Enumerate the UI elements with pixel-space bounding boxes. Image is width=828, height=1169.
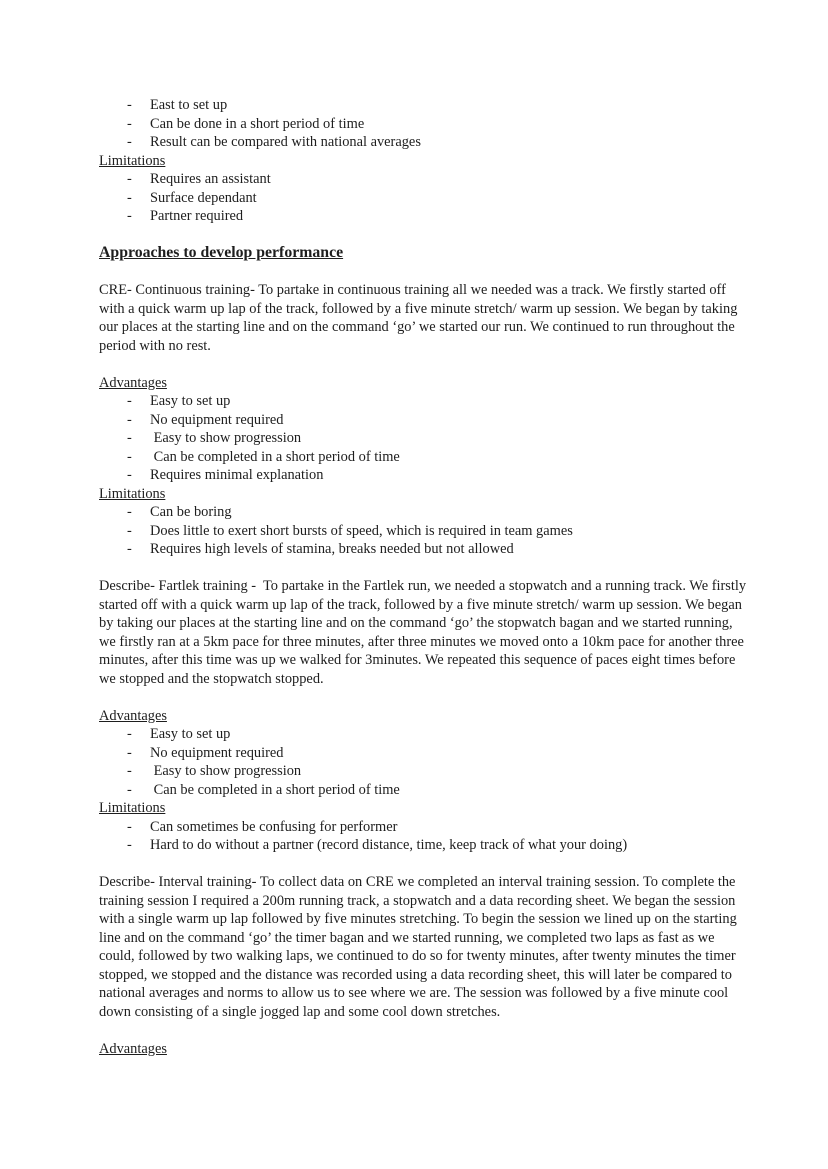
list-item bbox=[99, 762, 751, 781]
list-item-text: Can be completed in a short period of time bbox=[150, 448, 400, 465]
bullet-marker: - bbox=[127, 171, 132, 187]
list-item bbox=[99, 115, 751, 134]
list-item bbox=[99, 189, 751, 208]
continuous-training-paragraph: CRE- Continuous training- To partake in continuous training all we needed was a track. We firstly started off with a quick warm up lap of the track, followed by a five minute stretch/ warm up session. We began by taking our places at the starting line and on the command ‘go’ we started our run. We continued to run throughout the period with no rest. bbox=[99, 282, 742, 354]
list-item-text: Surface dependant bbox=[150, 189, 257, 206]
list-item-text: No equipment required bbox=[150, 744, 284, 761]
bullet-marker: - bbox=[127, 781, 132, 798]
list-item bbox=[99, 466, 751, 485]
list-item bbox=[99, 744, 751, 763]
interval-training-paragraph: Describe- Interval training- To collect data on CRE we completed an interval training session. To complete the training session I required a 200m running track, a stopwatch and a data recording sheet. We began the session with a single warm up lap followed by five minutes stretching. To begin the session we lined up on the starting line and on the command ‘go’ the timer bagan and we started running, we completed two laps as fast as we could, followed by two walking laps, we continued to do so for twenty minutes, after twenty minutes the timer stopped, we stopped and the distance was recorded using a data recording sheet, this will later be compared to national averages and norms to allow us to see where we are. The session was followed by a five minute cool down consisting of a single jogged lap and some cool down stretches. bbox=[99, 874, 741, 1020]
list-item bbox=[99, 96, 751, 115]
bullet-marker: - bbox=[127, 115, 132, 132]
fartlek-training-paragraph: Describe- Fartlek training - To partake in the Fartlek run, we needed a stopwatch and a running track. We firstly started off with a quick warm up lap of the track, followed by a five minute stretch/ warm up session. We began by taking our places at the starting line and on the command ‘go’ the stopwatch bagan and we started running, we firstly ran at a 5km pace for three minutes, after three minutes we moved onto a 10km pace for another three minutes, after this time was up we walked for 3minutes. We repeated this sequence of paces eight times before we stopped and the stopwatch stopped. bbox=[99, 578, 750, 687]
limitations-label: Limitations bbox=[99, 800, 166, 816]
list-item bbox=[99, 411, 751, 430]
document-page bbox=[99, 96, 751, 1058]
list-item-text: Does little to exert short bursts of speed, which is required in team games bbox=[150, 522, 573, 539]
list-item-text: Easy to show progression bbox=[150, 430, 302, 446]
list-item bbox=[99, 392, 751, 411]
list-item-text: Easy to set up bbox=[150, 726, 231, 742]
bullet-marker: - bbox=[127, 522, 132, 539]
bullet-marker: - bbox=[127, 189, 132, 206]
bullet-marker: - bbox=[127, 430, 132, 446]
list-item-text: East to set up bbox=[150, 97, 228, 113]
list-item-text: Requires minimal explanation bbox=[150, 467, 324, 483]
list-item-text: Easy to set up bbox=[150, 393, 231, 409]
list-item bbox=[99, 540, 751, 559]
section-heading: Approaches to develop performance bbox=[99, 244, 344, 261]
limitations-label: Limitations bbox=[99, 485, 166, 502]
bullet-marker: - bbox=[127, 763, 132, 779]
bullet-marker: - bbox=[127, 504, 132, 520]
list-item bbox=[99, 725, 751, 744]
bullet-marker: - bbox=[127, 97, 132, 113]
advantages-label: Advantages bbox=[99, 374, 167, 391]
advantages-label: Advantages bbox=[99, 707, 167, 724]
list-item bbox=[99, 133, 751, 152]
list-item bbox=[99, 207, 751, 226]
list-item bbox=[99, 818, 751, 837]
list-item bbox=[99, 522, 751, 541]
bullet-marker: - bbox=[127, 208, 132, 224]
list-item-text: Easy to show progression bbox=[150, 763, 302, 779]
bullet-marker: - bbox=[127, 837, 132, 853]
list-item-text: Can be completed in a short period of time bbox=[150, 781, 400, 798]
bullet-marker: - bbox=[127, 541, 132, 557]
bullet-marker: - bbox=[127, 134, 132, 150]
list-item bbox=[99, 503, 751, 522]
list-item-text: Result can be compared with national averages bbox=[150, 134, 421, 150]
bullet-marker: - bbox=[127, 818, 132, 835]
list-item bbox=[99, 429, 751, 448]
list-item bbox=[99, 836, 751, 855]
advantages-label: Advantages bbox=[99, 1040, 167, 1057]
list-item-text: Can be done in a short period of time bbox=[150, 115, 365, 132]
list-item-text: Can be boring bbox=[150, 504, 232, 520]
bullet-marker: - bbox=[127, 448, 132, 465]
list-item bbox=[99, 170, 751, 189]
bullet-marker: - bbox=[127, 393, 132, 409]
bullet-marker: - bbox=[127, 744, 132, 761]
list-item-text: Partner required bbox=[150, 208, 244, 224]
list-item-text: Can sometimes be confusing for performer bbox=[150, 818, 398, 835]
list-item bbox=[99, 448, 751, 467]
bullet-marker: - bbox=[127, 467, 132, 483]
list-item-text: Requires high levels of stamina, breaks needed but not allowed bbox=[150, 541, 514, 557]
bullet-marker: - bbox=[127, 411, 132, 428]
limitations-label: Limitations bbox=[99, 152, 166, 169]
list-item-text: Requires an assistant bbox=[150, 171, 271, 187]
list-item-text: Hard to do without a partner (record distance, time, keep track of what your doing) bbox=[150, 837, 628, 853]
bullet-marker: - bbox=[127, 726, 132, 742]
list-item-text: No equipment required bbox=[150, 411, 284, 428]
list-item bbox=[99, 781, 751, 800]
